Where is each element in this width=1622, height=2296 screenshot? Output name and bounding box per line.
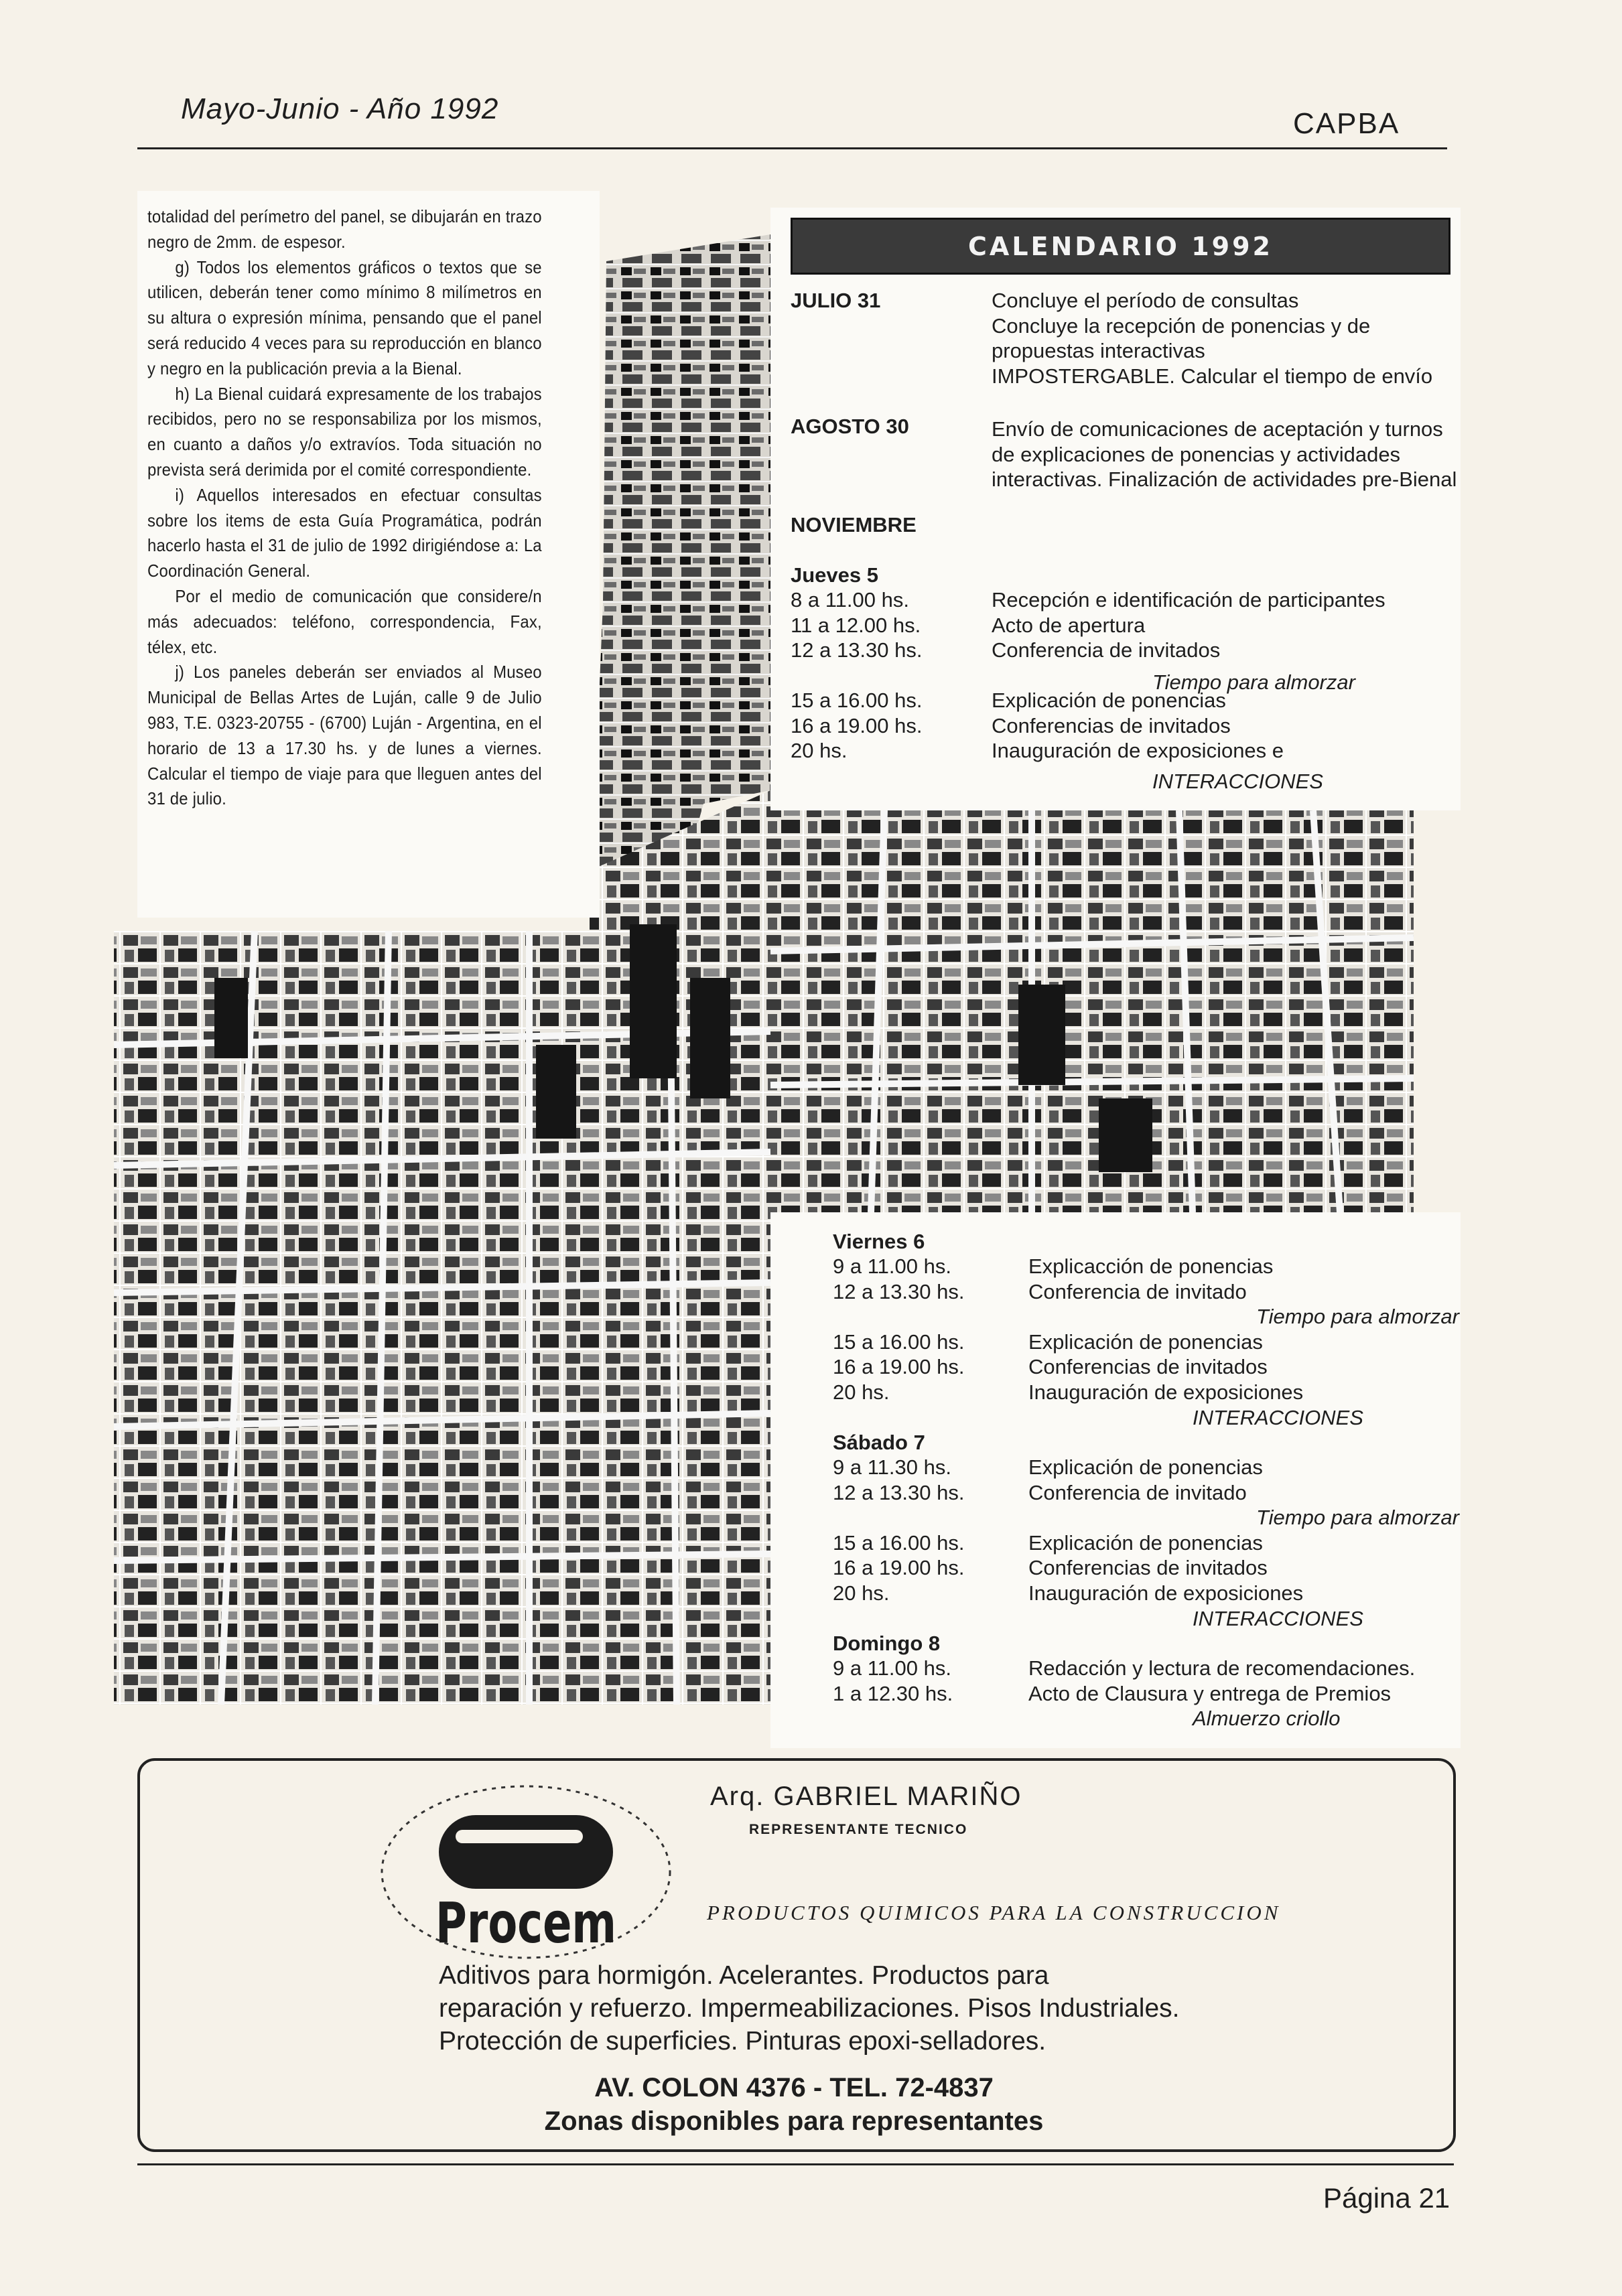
ad-product-line: Aditivos para hormigón. Acelerantes. Productos para (439, 1961, 1049, 1990)
guidelines-text (147, 204, 542, 812)
sabado-times (833, 1455, 965, 1605)
publication-name: CAPBA (1293, 107, 1400, 140)
julio-items (992, 288, 1432, 388)
schedule-time: 15 a 16.00 hs. (791, 689, 923, 712)
ad-zones: Zonas disponibles para representantes (544, 2106, 1044, 2136)
schedule-time (833, 1505, 965, 1530)
schedule-event: Acto de Clausura y entrega de Premios (1028, 1681, 1392, 1705)
schedule-time: 15 a 16.00 hs. (833, 1530, 965, 1555)
schedule-time: 11 a 12.00 hs. (791, 613, 921, 637)
jueves-label: Jueves 5 (791, 563, 878, 587)
guideline-paragraph: j) Los paneles deberán ser enviados al Museo Municipal de Bellas Artes de Luján, calle 9 de Julio 983, T.E. 0323-20755 - (6700) Luján - Argentina, en el horario de 13 a 17.30 hs. y de lunes a viernes. Calcular el tiempo de viaje para que lleguen antes del 31 de julio. (147, 662, 542, 809)
schedule-time: 16 a 19.00 hs. (791, 713, 923, 737)
guideline-paragraph: Por el medio de comunicación que considere/n más adecuados: teléfono, correspondencia, Fax, télex, etc. (147, 585, 542, 657)
sabado-label: Sábado 7 (833, 1431, 925, 1454)
guideline-paragraph: totalidad del perímetro del panel, se dibujarán en trazo negro de 2mm. de espesor. (147, 206, 542, 252)
jueves-interacciones: INTERACCIONES (1152, 770, 1323, 793)
viernes-lunch: Tiempo para almorzar (1256, 1305, 1459, 1328)
schedule-event: Redacción y lectura de recomendaciones. (1028, 1656, 1416, 1680)
schedule-event: Inauguración de exposiciones (1028, 1380, 1304, 1404)
schedule-time: 12 a 13.30 hs. (833, 1480, 965, 1504)
guideline-paragraph: i) Aquellos interesados en efectuar consultas sobre los items de esta Guía Programática, podrán hacerlo hasta el 31 de julio de 1992 dirigiéndose a: La Coordinación General. (147, 484, 542, 581)
schedule-time: 16 a 19.00 hs. (833, 1355, 965, 1378)
logo-text: Procem (435, 1890, 616, 1956)
schedule-time: 8 a 11.00 hs. (791, 588, 909, 612)
ad-product-line: reparación y refuerzo. Impermeabilizaciones. Pisos Industriales. (439, 1994, 1180, 2023)
ad-address: AV. COLON 4376 - TEL. 72-4837 (594, 2073, 994, 2102)
schedule-event: Explicacción de ponencias (1028, 1254, 1274, 1278)
schedule-event: Conferencias de invitados (992, 713, 1231, 737)
ad-product-line: Protección de superficies. Pinturas epoxi-selladores. (439, 2027, 1046, 2056)
agosto-label: AGOSTO 30 (791, 415, 909, 438)
calendar-event: IMPOSTERGABLE. Calcular el tiempo de envío (992, 364, 1433, 388)
guideline-paragraph: h) La Bienal cuidará expresamente de los trabajos recibidos, pero no se responsabiliza por los mismos, en cuanto a daños y/o extravíos. Toda situación no prevista será derimida por el comité correspondiente. (147, 383, 542, 480)
ad-products (439, 1959, 1310, 2058)
schedule-event: Explicación de ponencias (1028, 1455, 1263, 1479)
schedule-event: Inauguración de exposiciones e (992, 739, 1284, 762)
viernes-events (1028, 1254, 1303, 1405)
schedule-event: Explicación de ponencias (1028, 1330, 1263, 1354)
calendar-title: CALENDARIO 1992 (791, 218, 1450, 275)
calendar-event: Concluye el período de consultas (992, 289, 1299, 312)
schedule-time: 9 a 11.00 hs. (833, 1656, 951, 1680)
jueves-times (791, 587, 923, 764)
schedule-event: Inauguración de exposiciones (1028, 1581, 1304, 1605)
schedule-event: Recepción e identificación de participantes (992, 588, 1386, 612)
sabado-lunch: Tiempo para almorzar (1256, 1506, 1459, 1529)
calendar-event: Concluye la recepción de ponencias y de (992, 313, 1371, 338)
schedule-event: Conferencia de invitados (992, 638, 1221, 662)
issue-date: Mayo-Junio - Año 1992 (181, 92, 499, 125)
schedule-time: 12 a 13.30 hs. (791, 638, 923, 662)
agosto-items (992, 417, 1457, 492)
jueves-lunch: Tiempo para almorzar (1152, 670, 1355, 694)
schedule-event: Conferencia de invitado (1028, 1279, 1247, 1303)
julio-label: JULIO 31 (791, 289, 881, 312)
schedule-time: 16 a 19.00 hs. (833, 1556, 965, 1579)
schedule-time (791, 663, 923, 689)
representative-role: REPRESENTANTE TECNICO (749, 1822, 968, 1837)
schedule-event: Conferencias de invitados (1028, 1355, 1268, 1378)
guideline-paragraph: g) Todos los elementos gráficos o textos que se utilicen, deberán tener como mínimo 8 milímetros en su altura o expresión mínima, pensando que el panel será reducido 4 veces para su reproducción en blanco y negro en la publicación previa a la Bienal. (147, 257, 542, 378)
schedule-time (833, 1304, 965, 1330)
domingo-events (1028, 1656, 1415, 1706)
footer-rule (137, 2163, 1454, 2165)
schedule-time: 1 a 12.30 hs. (833, 1681, 953, 1705)
calendar-event: Envío de comunicaciones de aceptación y turnos (992, 417, 1443, 441)
schedule-time: 20 hs. (833, 1380, 890, 1404)
schedule-time: 9 a 11.00 hs. (833, 1254, 951, 1278)
schedule-time: 15 a 16.00 hs. (833, 1330, 965, 1354)
procem-logo (375, 1782, 677, 1962)
schedule-time: 20 hs. (791, 739, 848, 762)
sabado-interacciones: INTERACCIONES (1193, 1607, 1363, 1630)
schedule-event: Conferencia de invitado (1028, 1480, 1247, 1504)
ad-slogan: PRODUCTOS QUIMICOS PARA LA CONSTRUCCION (707, 1901, 1281, 1924)
representative-name: Arq. GABRIEL MARIÑO (710, 1782, 1022, 1811)
viernes-label: Viernes 6 (833, 1230, 925, 1253)
schedule-time: 9 a 11.30 hs. (833, 1455, 951, 1479)
schedule-time: 12 a 13.30 hs. (833, 1279, 965, 1303)
noviembre-label: NOVIEMBRE (791, 513, 917, 536)
viernes-times (833, 1254, 965, 1405)
domingo-note: Almuerzo criollo (1193, 1707, 1341, 1730)
calendar-event: interactivas. Finalización de actividades pre-Bienal (992, 468, 1457, 491)
schedule-event: Conferencias de invitados (1028, 1556, 1268, 1579)
domingo-times (833, 1656, 953, 1706)
domingo-label: Domingo 8 (833, 1632, 941, 1655)
calendar-event: de explicaciones de ponencias y actividades (992, 442, 1401, 466)
schedule-event: Explicación de ponencias (1028, 1530, 1263, 1555)
schedule-time: 20 hs. (833, 1581, 890, 1605)
page-number: Página 21 (1323, 2182, 1450, 2214)
schedule-event: Explicación de ponencias (992, 689, 1226, 712)
viernes-interacciones: INTERACCIONES (1193, 1406, 1363, 1429)
calendar-event: propuestas interactivas (992, 339, 1205, 362)
schedule-event: Acto de apertura (992, 613, 1146, 637)
sabado-events (1028, 1455, 1303, 1605)
